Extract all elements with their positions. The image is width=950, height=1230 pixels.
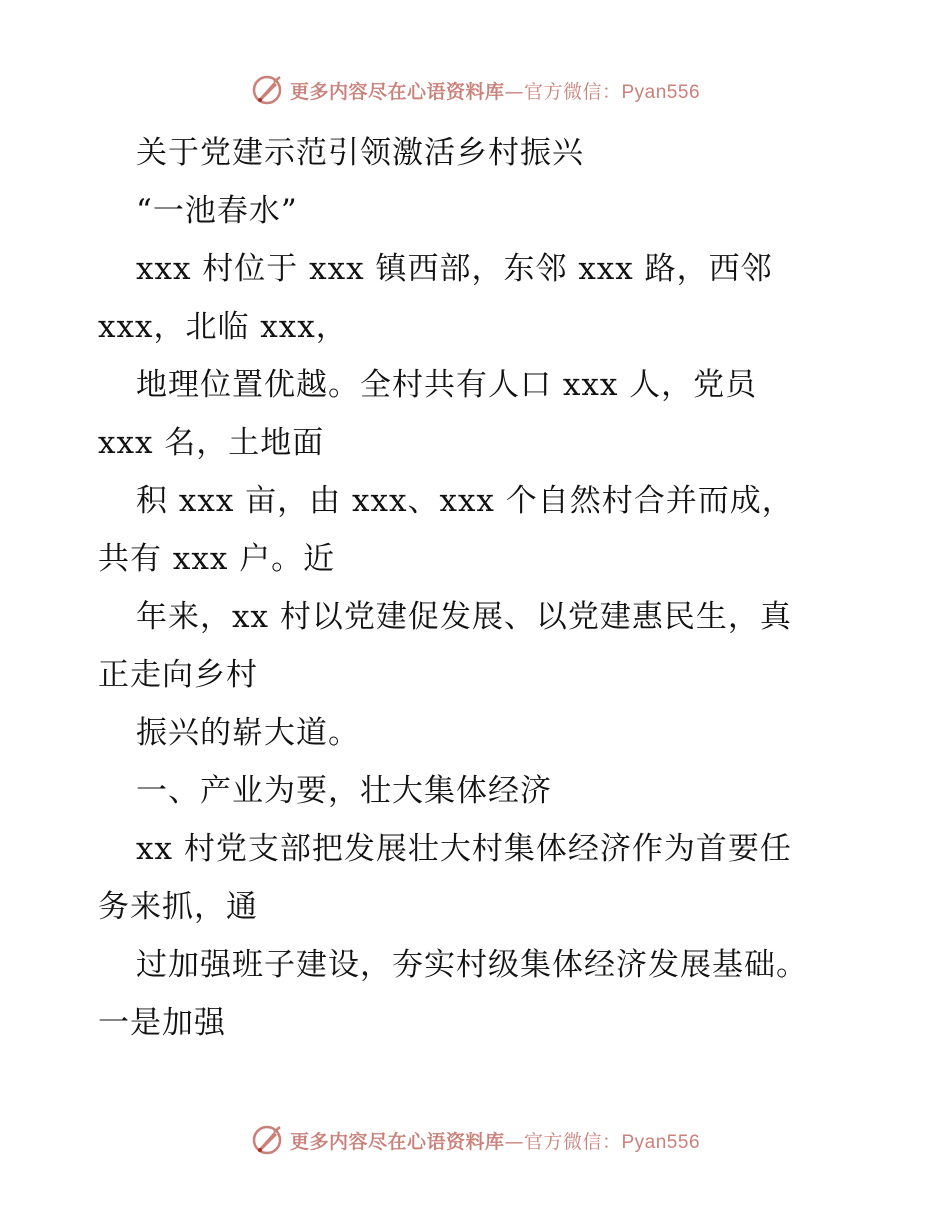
document-line: 一是加强	[98, 1005, 226, 1041]
watermark-main-text: 更多内容尽在心语资料库	[289, 80, 505, 103]
document-line: 关于党建示范引领激活乡村振兴	[136, 135, 584, 171]
document-line: 积 xxx 亩，由 xxx、xxx 个自然村合并而成，	[136, 483, 794, 519]
watermark-wechat-id: Pyan556	[621, 81, 701, 103]
watermark-text	[290, 1127, 700, 1154]
watermark-wechat-label: 官方微信：	[523, 80, 622, 103]
document-line: 过加强班子建设，夯实村级集体经济发展基础。	[136, 947, 808, 983]
document-line: 振兴的崭大道。	[136, 715, 360, 751]
document-line: “一池春水”	[136, 193, 298, 229]
document-line: 一、产业为要，壮大集体经济	[136, 773, 552, 809]
document-body	[98, 124, 838, 1052]
header-watermark	[0, 70, 950, 110]
document-line: 共有 xxx 户。近	[98, 541, 336, 577]
document-line: xxx 名，土地面	[98, 425, 325, 461]
quill-circle-icon	[250, 73, 284, 107]
quill-circle-icon	[250, 1123, 284, 1157]
watermark-separator: —	[504, 80, 524, 103]
footer-watermark	[0, 1120, 950, 1160]
document-line: 年来，xx 村以党建促发展、以党建惠民生，真	[136, 599, 792, 635]
watermark-main-text: 更多内容尽在心语资料库	[289, 1130, 505, 1153]
document-line: xxx，北临 xxx，	[98, 309, 348, 345]
document-line: 地理位置优越。全村共有人口 xxx 人，党员	[136, 367, 758, 403]
watermark-wechat-id: Pyan556	[621, 1131, 701, 1153]
watermark-wechat-label: 官方微信：	[523, 1130, 622, 1153]
document-line: xx 村党支部把发展壮大村集体经济作为首要任	[136, 831, 792, 867]
document-line: 正走向乡村	[98, 657, 258, 693]
document-line: xxx 村位于 xxx 镇西部，东邻 xxx 路，西邻	[136, 251, 773, 287]
watermark-text	[290, 77, 700, 104]
watermark-separator: —	[504, 1130, 524, 1153]
document-line: 务来抓，通	[98, 889, 258, 925]
